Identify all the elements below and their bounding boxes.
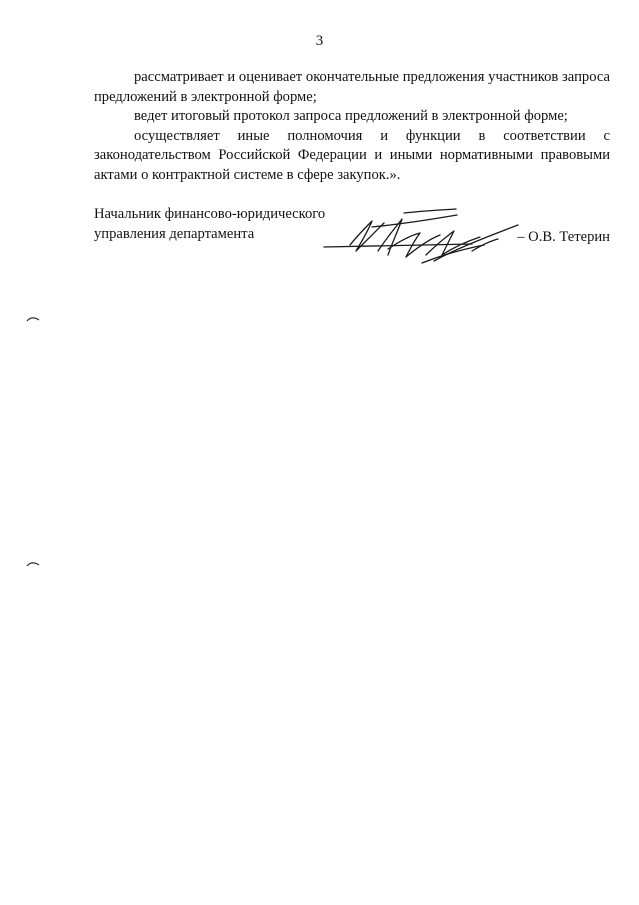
- signatory-title-line-2: управления департамента: [94, 225, 255, 242]
- handwritten-signature: [322, 205, 532, 267]
- signatory-name: – О.В. Тетерин: [517, 229, 610, 245]
- page-number: 3: [315, 33, 324, 49]
- document-body: [94, 68, 610, 185]
- punch-hole-mark-lower: [26, 561, 40, 567]
- punch-hole-mark-upper: [26, 316, 40, 322]
- paragraph-final-protocol: ведет итоговый протокол запроса предложений в электронной форме;: [134, 108, 568, 124]
- paragraph-other-powers: осуществляет иные полномочия и функции в соответствии с законодательством Российской Федерации и иными нормативными правовыми актами о контрактной системе в сфере закупок.».: [94, 127, 610, 183]
- paragraph-review-proposals: рассматривает и оценивает окончательные предложения участников запроса предложений в электронной форме;: [94, 69, 610, 105]
- signatory-title-line-1: Начальник финансово-юридического: [94, 206, 326, 222]
- signature-block: [94, 205, 614, 265]
